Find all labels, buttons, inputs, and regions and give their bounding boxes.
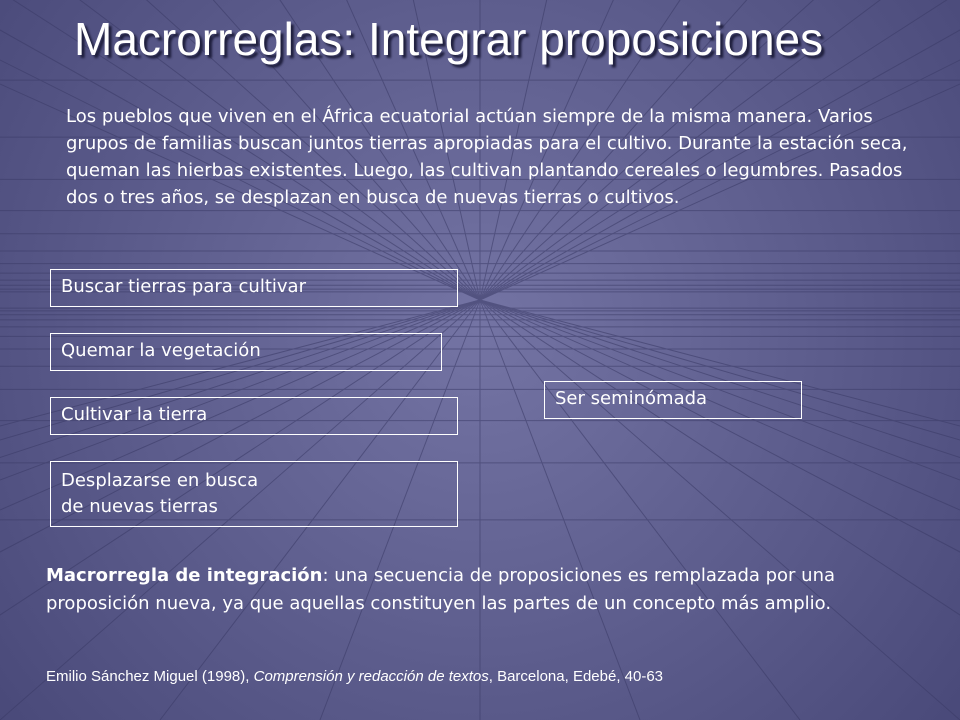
macrorule-term: Macrorregla de integración: [46, 565, 323, 586]
proposition-box-cultivate-land: Cultivar la tierra: [50, 397, 458, 435]
proposition-box-burn-vegetation: Quemar la vegetación: [50, 333, 442, 371]
integrated-proposition-box: Ser seminómada: [544, 381, 802, 419]
proposition-box-search-land: Buscar tierras para cultivar: [50, 269, 458, 307]
slide-title: Macrorreglas: Integrar proposiciones: [74, 13, 824, 65]
proposition-box-line: Desplazarse en busca: [61, 470, 259, 491]
intro-paragraph: Los pueblos que viven en el África ecuatorial actúan siempre de la misma manera. Varios grupos de familias buscan juntos tierras apropiadas para el cultivo. Durante la estación seca, queman las hierbas existentes. Luego, las cultivan plantando cereales o legumbres. Pasados dos o tres años, se desplazan en busca de nuevas tierras o cultivos.: [66, 106, 908, 208]
citation-publisher: , Barcelona, Edebé, 40-63: [488, 668, 664, 685]
citation: [46, 668, 663, 685]
citation-work: Comprensión y redacción de textos: [253, 668, 489, 685]
citation-author: Emilio Sánchez Miguel (1998),: [46, 668, 254, 685]
macrorule-definition: [46, 562, 926, 618]
proposition-box-move-to-new-land: [50, 461, 458, 527]
proposition-box-line: de nuevas tierras: [61, 496, 218, 517]
macrorule-definition-text: : una secuencia de proposiciones es remplazada por una proposición nueva, ya que aquellas constituyen las partes de un concepto más amplio.: [46, 565, 836, 614]
